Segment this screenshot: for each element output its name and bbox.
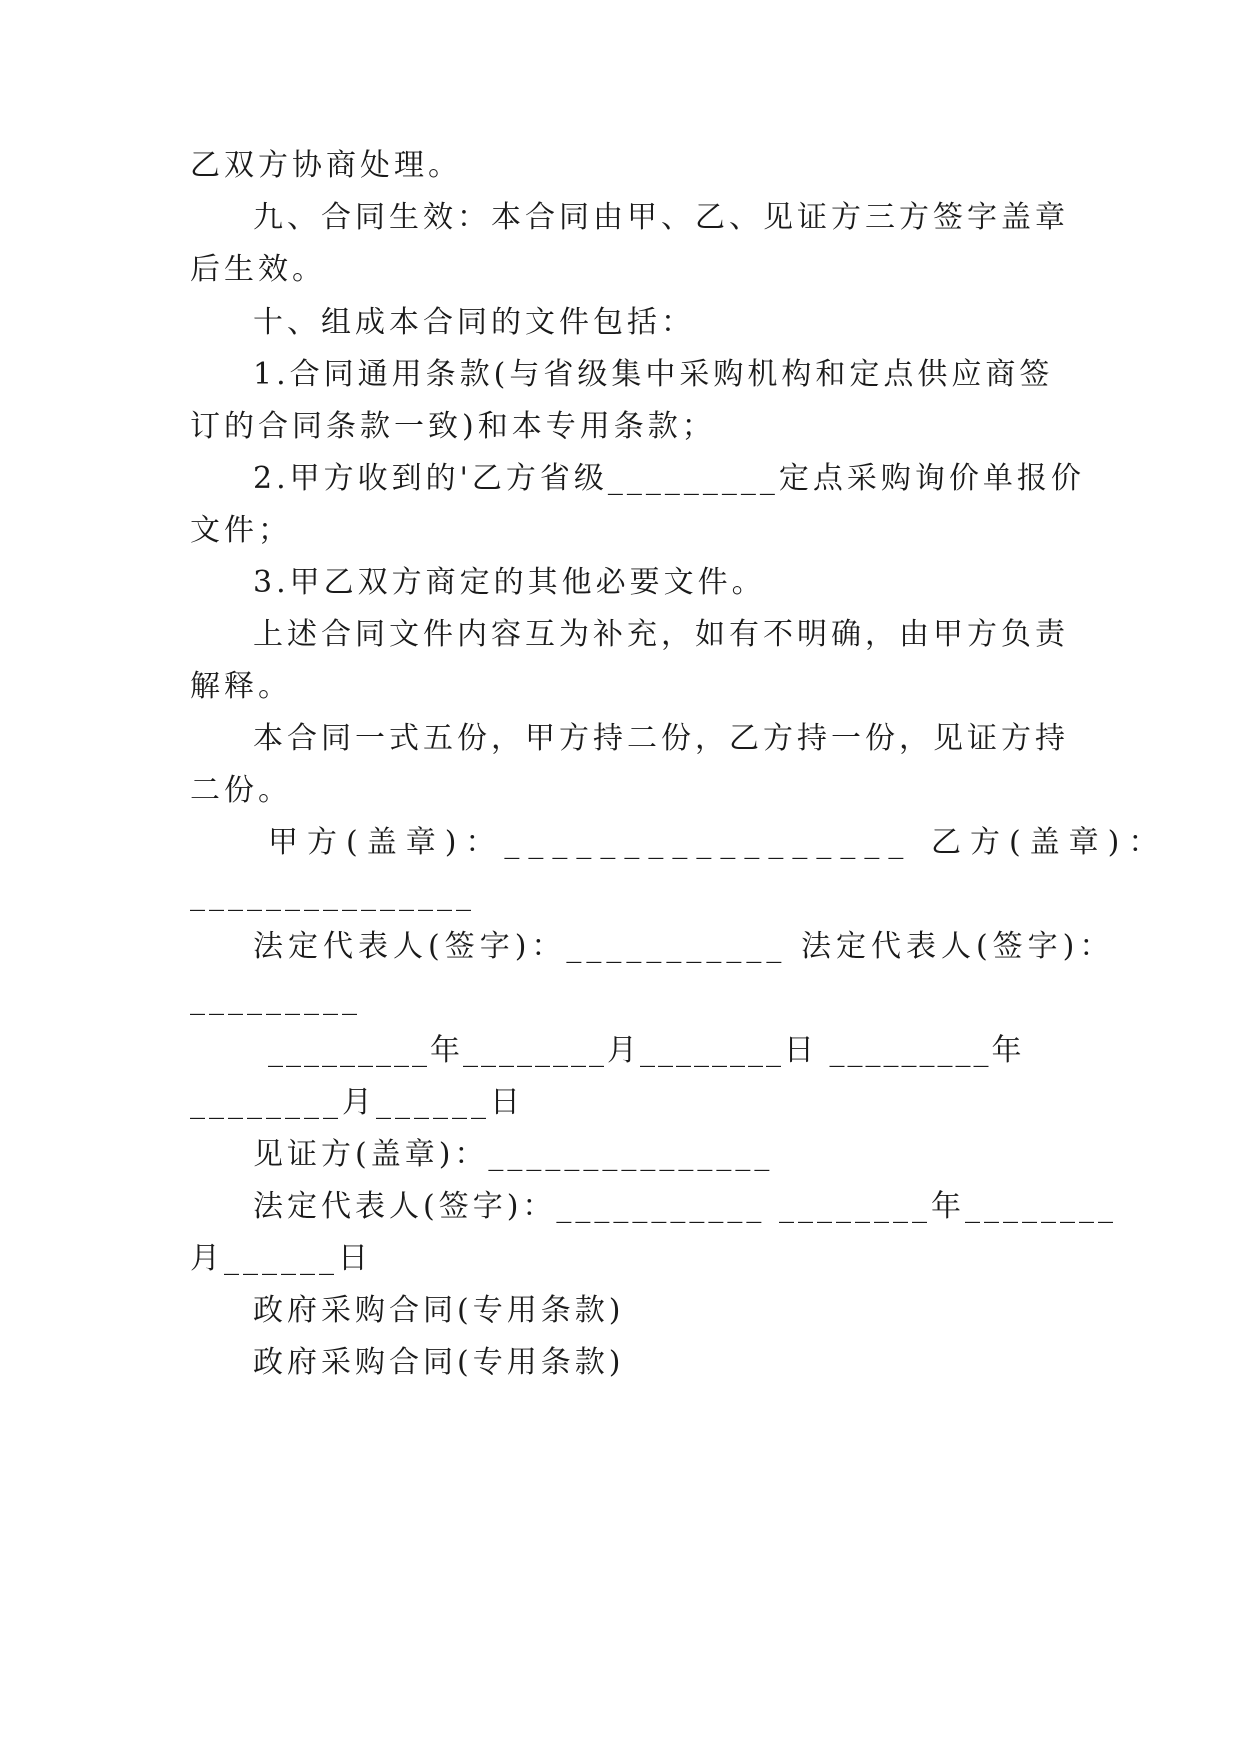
text-line: 二份。 [190, 773, 292, 808]
signature-blank: _______________ [190, 877, 475, 912]
date-line: 月______日 [190, 1241, 372, 1276]
text-line: 订的合同条款一致)和本专用条款； [190, 409, 716, 444]
clause-9-line: 九、合同生效：本合同由甲、乙、见证方三方签字盖章 [253, 200, 1069, 235]
party-seal-line: 甲方(盖章)：_________________ 乙方(盖章)： [268, 825, 1168, 860]
clause-10-heading: 十、组成本合同的文件包括： [253, 305, 695, 340]
section-title: 政府采购合同(专用条款) [253, 1293, 625, 1328]
signature-blank: _________ [190, 981, 361, 1016]
list-item-2: 2.甲方收到的'乙方省级_________定点采购询价单报价 [253, 461, 1085, 496]
date-line: ________月______日 [190, 1085, 524, 1120]
legal-rep-line: 法定代表人(签字)：___________ 法定代表人(签字)： [253, 929, 1115, 964]
list-item-1: 1.合同通用条款(与省级集中采购机构和定点供应商签 [253, 357, 1054, 392]
text-line: 后生效。 [190, 252, 326, 287]
text-line: 文件； [190, 513, 292, 548]
paragraph-line: 上述合同文件内容互为补充，如有不明确，由甲方负责 [253, 617, 1069, 652]
section-title: 政府采购合同(专用条款) [253, 1345, 625, 1380]
paragraph-line: 本合同一式五份，甲方持二份，乙方持一份，见证方持 [253, 721, 1069, 756]
list-item-3: 3.甲乙双方商定的其他必要文件。 [253, 565, 766, 600]
witness-rep-line: 法定代表人(签字)：___________ ________年________ [253, 1189, 1117, 1224]
date-line: _________年________月________日 _________年 [268, 1033, 1025, 1068]
text-line: 解释。 [190, 669, 292, 704]
text-line: 乙双方协商处理。 [190, 148, 462, 183]
witness-seal-line: 见证方(盖章)：_______________ [253, 1137, 774, 1172]
